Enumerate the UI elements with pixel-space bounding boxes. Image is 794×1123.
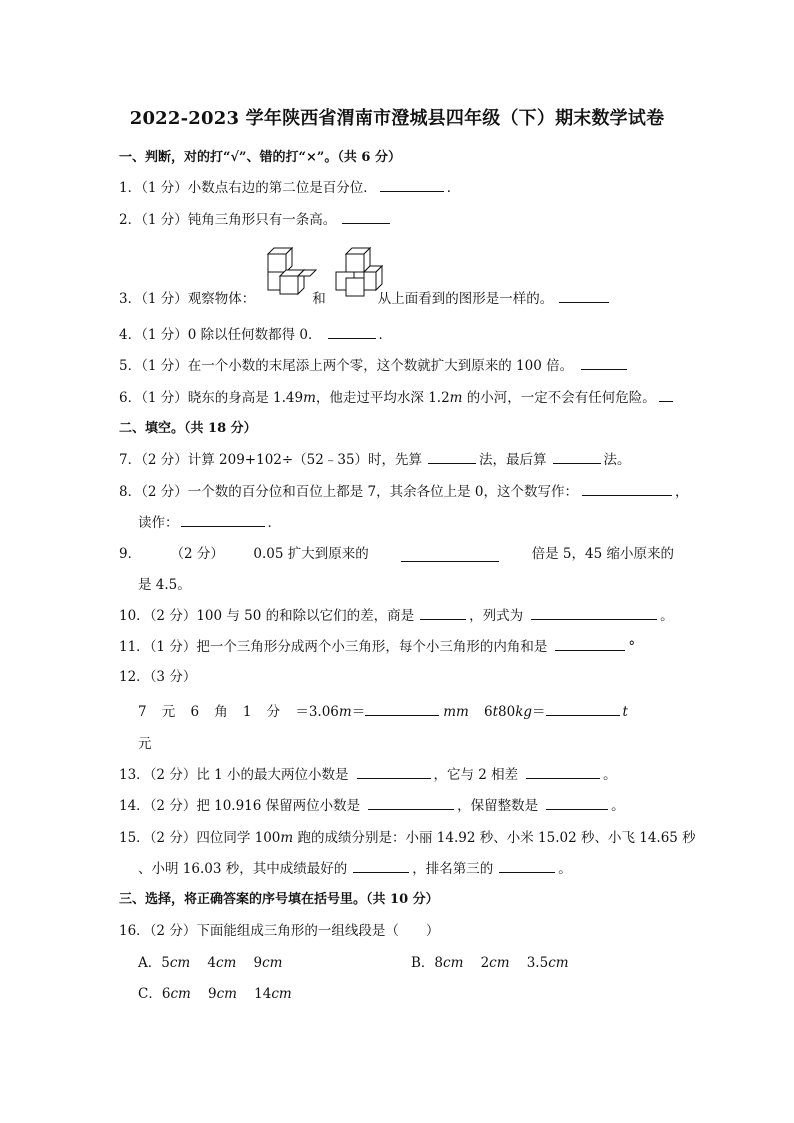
question-11: 11．（1 分）把一个三角形分成两个小三角形，每个小三角形的内角和是 ° xyxy=(119,635,635,655)
question-7: 7．（2 分）计算 209+102÷（52﹣35）时，先算 法，最后算 法。 xyxy=(119,448,631,468)
question-16: 16．（2 分）下面能组成三角形的一组线段是（ ） xyxy=(119,923,440,939)
answer-blank[interactable] xyxy=(659,387,673,402)
answer-blank[interactable] xyxy=(499,858,555,873)
question-15-line2: 、小明 16.03 秒，其中成绩最好的 ，排名第三的 。 xyxy=(138,857,572,877)
question-4: 4．（1 分）0 除以任何数都得 0． ． xyxy=(119,323,392,343)
question-10: 10．（2 分）100 与 50 的和除以它们的差，商是 ，列式为 。 xyxy=(119,604,674,624)
answer-blank[interactable] xyxy=(357,764,431,779)
question-2: 2．（1 分）钝角三角形只有一条高。 xyxy=(119,208,393,228)
question-12-line2: 元 xyxy=(138,736,152,752)
option-c[interactable]: C．6cm 9cm 14cm xyxy=(138,986,292,1002)
answer-blank[interactable] xyxy=(365,701,439,716)
question-12: 12．（3 分） xyxy=(119,669,197,685)
question-6: 6．（1 分）晓东的身高是 1.49m，他走过平均水深 1.2m 的小河，一定不会有任何危险。 xyxy=(119,386,676,406)
question-9: 9． （2 分） 0.05 扩大到原来的 倍是 5，45 缩小原来的 xyxy=(119,546,674,562)
answer-blank[interactable] xyxy=(526,764,600,779)
question-12-line: 7 元 6 角 1 分 ＝3.06m＝ mm 6t80kg＝ t xyxy=(138,700,628,720)
answer-blank[interactable] xyxy=(546,795,608,810)
section-1-heading: 一、判断，对的打“√”、错的打“×”。（共 6 分） xyxy=(119,150,401,165)
option-a[interactable]: A．5cm 4cm 9cm xyxy=(138,955,283,971)
answer-blank[interactable] xyxy=(559,288,609,303)
answer-blank[interactable] xyxy=(582,481,672,496)
question-14: 14．（2 分）把 10.916 保留两位小数是 ，保留整数是 。 xyxy=(119,794,625,814)
answer-blank[interactable] xyxy=(555,636,625,651)
answer-blank[interactable] xyxy=(401,547,499,562)
page-title: 2022-2023 学年陕西省渭南市澄城县四年级（下）期末数学试卷 xyxy=(129,108,665,129)
question-15: 15．（2 分）四位同学 100m 跑的成绩分别是：小丽 14.92 秒、小米 15.02 秒、小飞 14.65 秒 xyxy=(119,830,696,846)
question-13: 13．（2 分）比 1 小的最大两位小数是 ，它与 2 相差 。 xyxy=(119,763,617,783)
answer-blank[interactable] xyxy=(328,324,376,339)
question-5: 5．（1 分）在一个小数的末尾添上两个零，这个数就扩大到原来的 100 倍。 xyxy=(119,354,630,374)
answer-blank[interactable] xyxy=(581,355,627,370)
question-3: 3．（1 分）观察物体： 和 从上面看到的图形是一样的。 xyxy=(119,287,612,307)
answer-blank[interactable] xyxy=(428,449,476,464)
answer-blank[interactable] xyxy=(420,605,466,620)
answer-blank[interactable] xyxy=(380,177,444,192)
answer-blank[interactable] xyxy=(181,512,265,527)
answer-blank[interactable] xyxy=(368,795,454,810)
cube-stack-figure-2 xyxy=(332,244,386,300)
answer-blank[interactable] xyxy=(546,701,620,716)
question-9-line2: 是 4.5。 xyxy=(138,577,191,593)
option-b[interactable]: B．8cm 2cm 3.5cm xyxy=(411,955,569,971)
answer-blank[interactable] xyxy=(553,449,601,464)
section-3-heading: 三、选择，将正确答案的序号填在括号里。（共 10 分） xyxy=(119,892,439,907)
cube-stack-figure-1 xyxy=(264,244,320,300)
question-8: 8．（2 分）一个数的百分位和百位上都是 7，其余各位上是 0，这个数写作： ， xyxy=(119,480,689,500)
question-8-line2: 读作： ． xyxy=(138,511,281,531)
answer-blank[interactable] xyxy=(342,209,390,224)
answer-blank[interactable] xyxy=(353,858,409,873)
answer-blank[interactable] xyxy=(531,605,657,620)
section-2-heading: 二、填空。（共 18 分） xyxy=(119,421,257,436)
question-1: 1．（1 分）小数点右边的第二位是百分位． ． xyxy=(119,176,460,196)
